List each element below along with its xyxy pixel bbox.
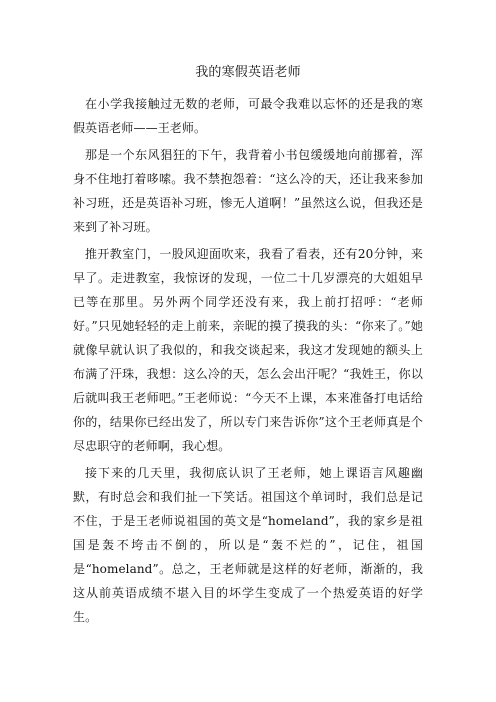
document-title: 我的寒假英语老师 <box>195 65 301 80</box>
paragraph-classroom: 推开教室门，一股风迎面吹来，我看了看表，还有20分钟，来早了。走进教室，我惊讶的发现，一位二十几岁漂亮的大姐姐早已等在那里。另外两个同学还没有来，我上前打招呼：“老师好。”只见她轻轻的走上前来，亲昵的摸了摸我的头：“你来了。”她就像早就认识了我似的，和我交谈起来，我这才发现她的额头上布满了汗珠，我想：这么冷的天，怎么会出汗呢？“我姓王，你以后就叫我王老师吧。”王老师说：“今天不上课，本来准备打电话给你的，结果你已经出发了，所以专门来告诉你”这个王老师真是个尽忠职守的老师啊，我心想。 <box>73 247 423 453</box>
paragraph-following-days: 接下来的几天里，我彻底认识了王老师，她上课语言风趣幽默，有时总会和我们扯一下笑话。祖国这个单词时，我们总是记不住，于是王老师说祖国的英文是“homeland”，我的家乡是祖国是轰不垮击不倒的，所以是“轰不烂的”，记住，祖国是“homeland”。总之，王老师就是这样的好老师，渐渐的，我这从前英语成绩不堪入目的坏学生变成了一个热爱英语的好学生。 <box>73 466 423 624</box>
paragraph-cold-afternoon: 那是一个东风猖狂的下午，我背着小书包缓缓地向前挪着，浑身不住地打着哆嗦。我不禁抱怨着：“这么冷的天，还让我来参加补习班，还是英语补习班，惨无人道啊！”虽然这么说，但我还是来到了补习班。 <box>73 148 423 234</box>
paragraph-intro: 在小学我接触过无数的老师，可最令我难以忘怀的还是我的寒假英语老师——王老师。 <box>73 97 423 135</box>
